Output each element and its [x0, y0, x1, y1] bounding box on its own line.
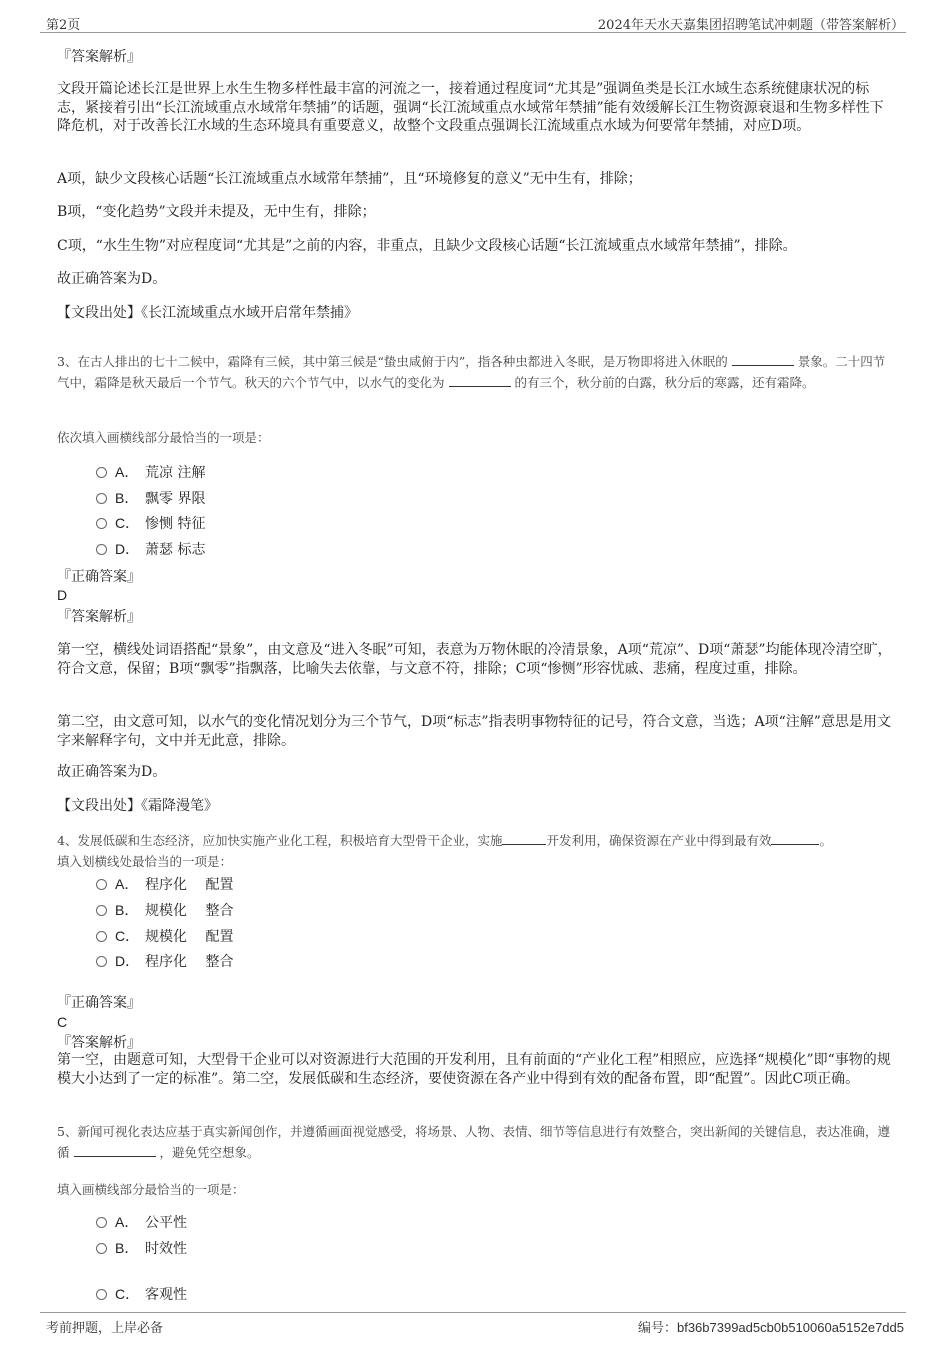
q4-blank-2	[771, 832, 819, 845]
q5-stem: 5、新闻可视化表达应基于真实新闻创作，并遵循画面视觉感受，将场景、人物、表情、细节等信息进行有效整合，突出新闻的关键信息，表达准确，遵循 ，避免凭空想象。	[57, 1124, 890, 1160]
q4-option-d[interactable]: D． 程序化 整合	[96, 952, 233, 971]
q5-hint: 填入画横线部分最恰当的一项是：	[57, 1182, 245, 1197]
radio-icon[interactable]	[96, 467, 107, 478]
q3-analysis-p2: 第二空，由文意可知，以水气的变化情况划分为三个节气，D项“标志”指表明事物特征的记号，符合文意，当选；A项“注解”意思是用文字来解释字句，文中并无此意，排除。	[57, 714, 891, 749]
q5-blank	[74, 1144, 156, 1157]
q2-analysis-p4: C项，“水生生物”对应程度词“尤其是”之前的内容，非重点，且缺少文段核心话题“长江流域重点水域常年禁捕”，排除。	[57, 238, 797, 254]
q3-option-d[interactable]: D． 萧瑟 标志	[96, 540, 205, 559]
q4-blank-1	[502, 832, 546, 845]
q3-blank-2	[449, 374, 511, 387]
document-title: 2024年天水天嘉集团招聘笔试冲刺题（带答案解析）	[597, 18, 904, 33]
q3-option-a[interactable]: A． 荒凉 注解	[96, 463, 205, 482]
q3-source: 【文段出处】《霜降漫笔》	[57, 798, 218, 814]
q2-analysis-p1: 文段开篇论述长江是世界上水生生物多样性最丰富的河流之一，接着通过程度词“尤其是”强调鱼类是长江水域生态系统健康状况的标志，紧接着引出“长江流域重点水域常年禁捕”的话题，强调“长江流域重点水域常年禁捕”能有效缓解长江生物资源衰退和生物多样性下降危机，对于改善长江水域的生态环境具有重要意义，故整个文段重点强调长江流域重点水域为何要常年禁捕，对应D项。	[57, 81, 884, 134]
radio-icon[interactable]	[96, 493, 107, 504]
q2-source: 【文段出处】《长江流域重点水域开启常年禁捕》	[57, 305, 358, 321]
radio-icon[interactable]	[96, 1289, 107, 1300]
q4-stem: 4、发展低碳和生态经济，应加快实施产业化工程，积极培育大型骨干企业，实施 开发利用，确保资源在产业中得到最有效 。	[57, 833, 832, 848]
q4-analysis-p1: 第一空，由题意可知，大型骨干企业可以对资源进行大范围的开发利用，且有前面的“产业化工程”相照应，应选择“规模化”即“事物的规模大小达到了一定的标准”。第二空，发展低碳和生态经济，要使资源在各产业中得到有效的配备布置，即“配置”。因此C项正确。	[57, 1052, 891, 1087]
radio-icon[interactable]	[96, 956, 107, 967]
q3-option-b[interactable]: B． 飘零 界限	[96, 489, 205, 508]
radio-icon[interactable]	[96, 518, 107, 529]
q4-option-b[interactable]: B． 规模化 整合	[96, 901, 233, 920]
q4-option-c[interactable]: C． 规模化 配置	[96, 927, 233, 946]
q3-blank-1	[732, 353, 794, 366]
q4-answer: C	[57, 1014, 68, 1030]
q3-answer: D	[57, 587, 68, 603]
q2-analysis-p5: 故正确答案为D。	[57, 271, 167, 287]
page-number: 第2页	[46, 18, 81, 33]
page-footer	[40, 1312, 906, 1337]
q3-analysis-p1: 第一空，横线处词语搭配“景象”，由文意及“进入冬眠”可知，表意为万物休眠的冷清景象，A项“荒凉”、D项“萧瑟”均能体现冷清空旷，符合文意，保留；B项“飘零”指飘落，比喻失去依靠，与文意不符，排除；C项“惨恻”形容忧戚、悲痛，程度过重，排除。	[57, 642, 892, 677]
q5-option-b[interactable]: B． 时效性	[96, 1239, 187, 1258]
q4-analysis-title: 『答案解析』	[57, 1035, 141, 1051]
q3-stem: 3、在古人排出的七十二候中，霜降有三候，其中第三候是“蛰虫咸俯于内”，指各种虫都进入冬眠，是万物即将进入休眠的 景象。二十四节气中，霜降是秋天最后一个节气。秋天的六个节气中，以水气的变化为 的有三个，秋分前的白露，秋分后的寒露，还有霜降。	[57, 354, 886, 390]
radio-icon[interactable]	[96, 931, 107, 942]
q4-option-a[interactable]: A． 程序化 配置	[96, 875, 233, 894]
footer-slogan: 考前押题，上岸必备	[46, 1321, 164, 1336]
q4-answer-title: 『正确答案』	[57, 995, 141, 1011]
q2-analysis-p3: B项，“变化趋势”文段并未提及，无中生有，排除；	[57, 204, 376, 220]
q3-analysis-title: 『答案解析』	[57, 609, 141, 625]
radio-icon[interactable]	[96, 1243, 107, 1254]
radio-icon[interactable]	[96, 879, 107, 890]
q4-hint: 填入划横线处最恰当的一项是：	[57, 854, 233, 869]
q2-analysis-p2: A项，缺少文段核心话题“长江流域重点水域常年禁捕”，且“环境修复的意义”无中生有，排除；	[57, 171, 642, 187]
q5-option-a[interactable]: A． 公平性	[96, 1213, 187, 1232]
radio-icon[interactable]	[96, 544, 107, 555]
q3-analysis-p3: 故正确答案为D。	[57, 764, 167, 780]
radio-icon[interactable]	[96, 1217, 107, 1228]
q5-option-c[interactable]: C． 客观性	[96, 1285, 187, 1304]
radio-icon[interactable]	[96, 905, 107, 916]
page-header	[40, 10, 906, 33]
q3-answer-title: 『正确答案』	[57, 569, 141, 585]
document-id: 编号：bf36b7399ad5cb0b510060a5152e7dd5	[637, 1320, 904, 1336]
q2-analysis-title: 『答案解析』	[57, 49, 141, 65]
q3-option-c[interactable]: C． 惨恻 特征	[96, 514, 205, 533]
q3-hint: 依次填入画横线部分最恰当的一项是：	[57, 430, 270, 445]
